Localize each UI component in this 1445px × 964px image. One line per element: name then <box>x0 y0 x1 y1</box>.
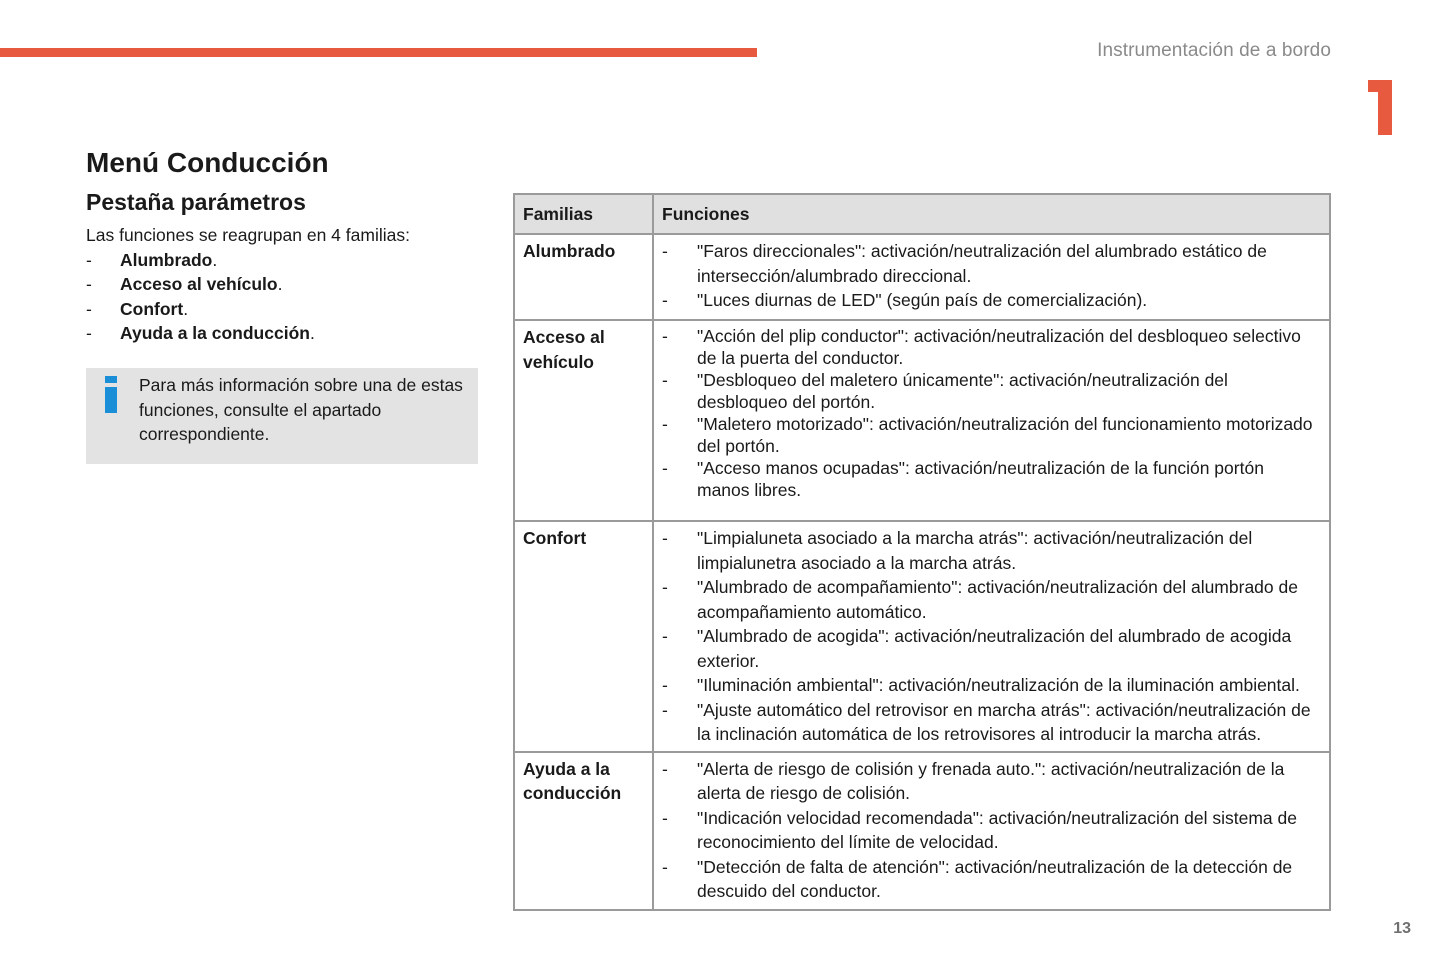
function-text: "Faros direccionales": activación/neutralización del alumbrado estático de intersección/alumbrado direccional. <box>697 241 1267 286</box>
functions-cell <box>653 752 1330 910</box>
section-title: Menú Conducción <box>86 147 329 178</box>
function-item <box>662 457 1321 501</box>
list-dash: - <box>662 458 668 478</box>
function-item <box>662 575 1321 624</box>
function-list <box>662 526 1321 747</box>
intro-text: Las funciones se reagrupan en 4 familias: <box>86 225 410 245</box>
list-dash: - <box>662 856 668 877</box>
list-dash: - <box>86 274 92 294</box>
list-dash: - <box>662 626 668 646</box>
punctuation: . <box>183 298 189 319</box>
function-text: "Alerta de riesgo de colisión y frenada auto.": activación/neutralización de la alerta de riesgo de colisión. <box>697 758 1285 803</box>
info-note-text: Para más información sobre una de estas funciones, consulte el apartado correspondiente. <box>139 375 463 444</box>
table-header-row <box>514 194 1330 234</box>
function-item <box>662 855 1321 904</box>
section-subtitle: Pestaña parámetros <box>86 189 306 215</box>
function-list <box>662 239 1321 313</box>
chapter-number-stem <box>1378 80 1392 135</box>
chapter-number-marker <box>1368 80 1395 135</box>
function-list <box>662 325 1321 501</box>
table-row <box>514 752 1330 910</box>
family-cell: Alumbrado <box>514 234 653 320</box>
list-dash: - <box>662 326 668 346</box>
function-list <box>662 757 1321 904</box>
function-text: "Limpialuneta asociado a la marcha atrás": activación/neutralización del limpialunetra asociado a la marcha atrás. <box>697 528 1253 573</box>
family-cell: Confort <box>514 521 653 752</box>
function-text: "Luces diurnas de LED" (según país de comercialización). <box>697 290 1148 310</box>
function-text: "Acceso manos ocupadas": activación/neutralización de la función portón manos libres. <box>697 458 1264 500</box>
punctuation: . <box>277 274 283 294</box>
function-text: "Alumbrado de acogida": activación/neutralización del alumbrado de acogida exterior. <box>697 626 1292 671</box>
function-item <box>662 413 1321 457</box>
function-text: "Iluminación ambiental": activación/neutralización de la iluminación ambiental. <box>697 675 1300 695</box>
intro-column <box>86 144 486 346</box>
list-dash: - <box>86 298 92 319</box>
function-item <box>662 526 1321 575</box>
family-cell: Ayuda a la conducción <box>514 752 653 910</box>
family-name: Acceso al vehículo <box>120 274 278 294</box>
page-number: 13 <box>1393 920 1411 937</box>
family-list <box>86 248 486 346</box>
function-text: "Detección de falta de atención": activación/neutralización de la detección de descuido del conductor. <box>697 856 1293 901</box>
list-dash: - <box>662 699 668 720</box>
family-list-item <box>86 272 486 297</box>
list-dash: - <box>662 758 668 779</box>
table-row <box>514 320 1330 521</box>
family-name: Ayuda a la conducción <box>120 323 310 343</box>
function-text: "Ajuste automático del retrovisor en marcha atrás": activación/neutralización de la inclinación automática de los retrovisores al introducir la marcha atrás. <box>697 699 1311 744</box>
table-row <box>514 234 1330 320</box>
function-item <box>662 325 1321 369</box>
info-icon <box>105 376 117 414</box>
column-header-funciones: Funciones <box>653 194 1330 234</box>
function-text: "Alumbrado de acompañamiento": activación/neutralización del alumbrado de acompañamiento automático. <box>697 577 1298 622</box>
functions-cell <box>653 234 1330 320</box>
function-item <box>662 624 1321 673</box>
info-icon-bar <box>105 387 117 413</box>
functions-cell <box>653 521 1330 752</box>
header-accent-bar <box>0 48 757 57</box>
function-item <box>662 806 1321 855</box>
function-item <box>662 698 1321 747</box>
family-list-item <box>86 297 486 322</box>
column-header-familias: Familias <box>514 194 653 234</box>
list-dash: - <box>662 807 668 828</box>
list-dash: - <box>86 323 92 343</box>
list-dash: - <box>662 675 668 695</box>
info-icon-dot <box>105 376 117 383</box>
function-text: "Maletero motorizado": activación/neutralización del funcionamiento motorizado del portón. <box>697 414 1313 456</box>
family-cell: Acceso al vehículo <box>514 320 653 521</box>
list-dash: - <box>662 290 668 310</box>
function-item <box>662 239 1321 288</box>
list-dash: - <box>86 249 92 270</box>
function-item <box>662 288 1321 313</box>
function-text: "Desbloqueo del maletero únicamente": activación/neutralización del desbloqueo del portón. <box>697 370 1228 412</box>
punctuation: . <box>212 249 218 270</box>
families-table <box>513 193 1331 911</box>
info-note <box>86 368 478 464</box>
function-item <box>662 369 1321 413</box>
family-name: Alumbrado <box>120 249 213 270</box>
table-row <box>514 521 1330 752</box>
family-list-item <box>86 321 486 346</box>
function-text: "Indicación velocidad recomendada": activación/neutralización del sistema de reconocimiento del límite de velocidad. <box>697 807 1297 852</box>
list-dash: - <box>662 241 668 261</box>
function-item <box>662 673 1321 698</box>
list-dash: - <box>662 370 668 390</box>
function-item <box>662 757 1321 806</box>
punctuation: . <box>309 323 315 343</box>
functions-cell <box>653 320 1330 521</box>
family-list-item <box>86 248 486 273</box>
function-text: "Acción del plip conductor": activación/neutralización del desbloqueo selectivo de la puerta del conductor. <box>697 326 1301 368</box>
family-name: Confort <box>120 298 184 319</box>
list-dash: - <box>662 414 668 434</box>
list-dash: - <box>662 577 668 597</box>
list-dash: - <box>662 528 668 548</box>
running-head: Instrumentación de a bordo <box>1097 40 1331 61</box>
